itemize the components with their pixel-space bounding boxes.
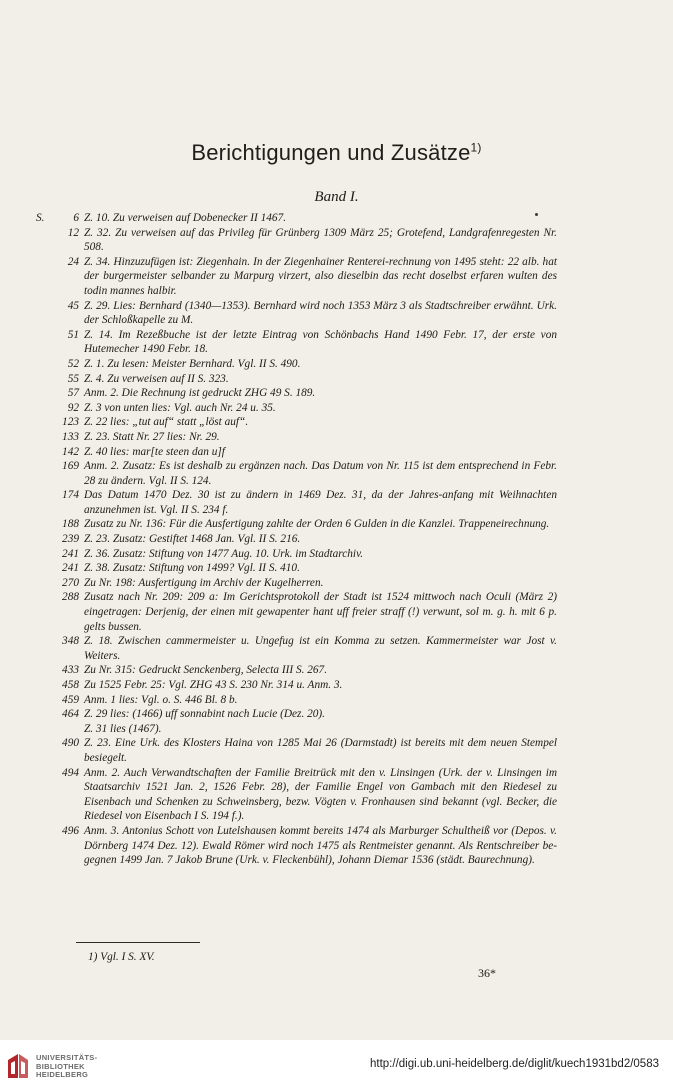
entry-page-number: 494: [62, 766, 79, 779]
entry-page-number: 12: [67, 226, 79, 239]
entry-text: Z. 38. Zusatz: Stiftung von 1499? Vgl. II S. 410.: [84, 562, 300, 575]
correction-entry: [0, 590, 673, 634]
entry-text: Zu Nr. 315: Gedruckt Senckenberg, Selecta III S. 267.: [84, 664, 328, 677]
correction-entry: [0, 517, 673, 532]
title-footnote-marker: 1): [470, 140, 482, 155]
entry-text: Z. 32. Zu verweisen auf das Privileg für Grünberg 1309 März 25; Grotefend, Landgrafenregesten Nr. 508.: [84, 226, 557, 254]
correction-entry: [0, 445, 673, 460]
entry-text: Z. 23. Statt Nr. 27 lies: Nr. 29.: [84, 430, 220, 443]
entry-text: Z. 34. Hinzuzufügen ist: Ziegenhain. In der Ziegenhainer Renterei-rechnung von 1495 steht: 22 alb. hat der burgermeister selbander zu Marpurg virzert, also dieselbin das recht doselbst erfaren wulten des todin mannes halbir.: [84, 255, 557, 297]
entry-text: Das Datum 1470 Dez. 30 ist zu ändern in 1469 Dez. 31, da der Jahres-anfang mit Weihnachten anzunehmen ist. Vgl. II S. 234 f.: [84, 489, 557, 516]
entry-page-number: 490: [62, 737, 79, 750]
entry-text: Z. 18. Zwischen cammermeister u. Ungefug ist ein Komma zu setzen. Kammermeister war Jost v. Weiters.: [84, 635, 557, 662]
entry-page-number: 239: [62, 533, 79, 546]
page-title: Berichtigungen und Zusätze$^{1)}$: [191, 140, 482, 165]
entry-text: Anm. 2. Auch Verwandtschaften der Familie Breitrück mit den v. Linsingen (Urk. der v. Linsingen im Staatsarchiv 1521 Jan. 2, 1526 Febr. 28), der Familie Engel von Gambach mit den Riedesel zu Eisenbach und Schenken zu Schweinsberg, bezw. Vögten v. Fronhausen sind bekannt (vgl. Becker, die Riedesel von Eisenbach I S. 194 f.).: [84, 766, 557, 823]
correction-entry: [0, 576, 673, 591]
entry-page-number: 133: [62, 430, 79, 443]
entry-page-number: 6: [73, 212, 79, 224]
correction-entry: [0, 532, 673, 547]
entry-page-number: 241: [62, 562, 79, 575]
correction-entry: [0, 299, 673, 328]
entry-page-number: 92: [67, 401, 79, 414]
correction-entry: [0, 722, 673, 737]
correction-entry: [0, 386, 673, 401]
entry-text: Anm. 2. Die Rechnung ist gedruckt ZHG 49 S. 189.: [84, 387, 316, 400]
footer-bar: [0, 1040, 673, 1091]
correction-entry: [0, 255, 673, 299]
entry-page-number: 142: [62, 445, 79, 458]
entry-text: Z. 23. Zusatz: Gestiftet 1468 Jan. Vgl. II S. 216.: [84, 533, 301, 546]
correction-entry: [0, 693, 673, 708]
entry-text: Z. 36. Zusatz: Stiftung von 1477 Aug. 10. Urk. im Stadtarchiv.: [84, 547, 364, 560]
library-name: UNIVERSITÄTS- BIBLIOTHEK HEIDELBERG: [36, 1053, 98, 1079]
entry-page-number: 464: [62, 708, 79, 721]
entry-page-number: 496: [62, 824, 79, 837]
entry-page-number: 57: [67, 387, 79, 400]
correction-entry: [0, 736, 673, 765]
entry-text: Z. 3 von unten lies: Vgl. auch Nr. 24 u. 35.: [84, 401, 276, 414]
correction-entry: [0, 430, 673, 445]
correction-entry: [0, 328, 673, 357]
correction-entry: [0, 707, 673, 722]
university-logo-icon: [6, 1052, 30, 1080]
entry-text: Z. 22 lies: „tut auf“ statt „löst auf“.: [84, 416, 249, 429]
entry-text: Z. 1. Zu lesen: Meister Bernhard. Vgl. II S. 490.: [84, 357, 301, 370]
entry-page-number: 55: [67, 372, 79, 385]
correction-entry: [0, 401, 673, 416]
entry-page-number: 241: [62, 547, 79, 560]
entry-text: Z. 29. Lies: Bernhard (1340—1353). Bernhard wird noch 1353 März 3 als Stadtschreiber erwähnt. Urk. der Schloßkapelle zu M.: [84, 299, 557, 327]
entry-page-number: 51: [67, 328, 79, 341]
entry-text: Zusatz nach Nr. 209: 209 a: Im Gerichtsprotokoll der Stadt ist 1524 mittwoch nach Oculi (März 2) eingetragen: Derjenig, der einen mit gewapenter hant uff freier straff (!) verwunt, sol m. g. h. mit 6 p. gelts bussen.: [84, 591, 557, 633]
correction-entry: [0, 663, 673, 678]
correction-entry: [0, 547, 673, 562]
entry-text: Z. 31 lies (1467).: [84, 722, 162, 735]
correction-entry: [0, 211, 673, 226]
correction-entry: [0, 488, 673, 517]
entry-text: Anm. 1 lies: Vgl. o. S. 446 Bl. 8 b.: [84, 693, 238, 706]
footnote: 1) Vgl. I S. XV.: [88, 951, 155, 963]
entry-page-number: 52: [67, 357, 79, 370]
entry-page-number: 459: [62, 693, 79, 706]
entry-text: Z. 4. Zu verweisen auf II S. 323.: [84, 372, 229, 385]
page-signature: 36*: [478, 966, 496, 980]
correction-entry: [0, 824, 673, 868]
entry-page-number: 270: [62, 576, 79, 589]
footnote-rule: [76, 942, 200, 943]
correction-entry: [0, 459, 673, 488]
entry-text: Z. 10. Zu verweisen auf Dobenecker II 1467.: [84, 212, 287, 224]
entry-text: Z. 23. Eine Urk. des Klosters Haina von 1285 Mai 26 (Darmstadt) ist bereits mit dem neuen Stempel besiegelt.: [84, 737, 557, 764]
entry-page-number: 433: [62, 664, 79, 677]
entry-text: Zusatz zu Nr. 136: Für die Ausfertigung zahlte der Orden 6 Gulden in die Kanzlei. Trappeneirechnung.: [84, 518, 550, 531]
entry-page-number: 24: [67, 255, 79, 268]
correction-entry: [0, 415, 673, 430]
entry-page-number: 348: [62, 635, 79, 648]
entry-page-number: 188: [62, 518, 79, 531]
entry-text: Z. 29 lies: (1466) uff sonnabint nach Lucie (Dez. 20).: [84, 708, 325, 721]
entry-text: Z. 40 lies: mar[te steen dan u]f: [84, 445, 225, 458]
entry-text: Anm. 3. Antonius Schott von Lutelshausen kommt bereits 1474 als Marburger Schultheiß vor (Depos. v. Dörnberg 1474 Dez. 12). Ewald Römer wird noch 1475 als Rentmeister genannt. Als Rentschreiber be-gegnen 1499 Jan. 7 Jakob Brune (Urk. v. Fleckenbühl), Johann Diemar 1536 (städt. Baurechnung).: [84, 824, 557, 867]
entry-page-number: 45: [67, 299, 79, 312]
entry-text: Zu 1525 Febr. 25: Vgl. ZHG 43 S. 230 Nr. 314 u. Anm. 3.: [84, 679, 343, 691]
source-url[interactable]: http://digi.ub.uni-heidelberg.de/diglit/kuech1931bd2/0583: [370, 1058, 659, 1070]
entry-page-number: 288: [62, 591, 79, 604]
page-prefix: S.: [36, 212, 45, 224]
correction-entry: [0, 634, 673, 663]
corrections-list: [0, 211, 673, 868]
correction-entry: [0, 561, 673, 576]
correction-entry: [0, 357, 673, 372]
entry-text: Anm. 2. Zusatz: Es ist deshalb zu ergänzen nach. Das Datum von Nr. 115 ist dem entsprechend in Febr. 28 zu ändern. Vgl. II S. 124.: [84, 460, 557, 487]
entry-page-number: 123: [62, 416, 79, 429]
entry-text: Z. 14. Im Rezeßbuche ist der letzte Eintrag von Schönbachs Hand 1490 Febr. 17, der erste von Hutemecher 1490 Febr. 18.: [84, 328, 557, 356]
correction-entry: [0, 766, 673, 824]
entry-page-number: 174: [62, 489, 79, 502]
entry-text: Zu Nr. 198: Ausfertigung im Archiv der Kugelherren.: [84, 576, 324, 589]
correction-entry: [0, 226, 673, 255]
volume-heading: Band I.: [314, 189, 359, 205]
entry-page-number: 458: [62, 679, 79, 691]
correction-entry: [0, 678, 673, 693]
correction-entry: [0, 372, 673, 387]
entry-page-number: 169: [62, 460, 79, 473]
